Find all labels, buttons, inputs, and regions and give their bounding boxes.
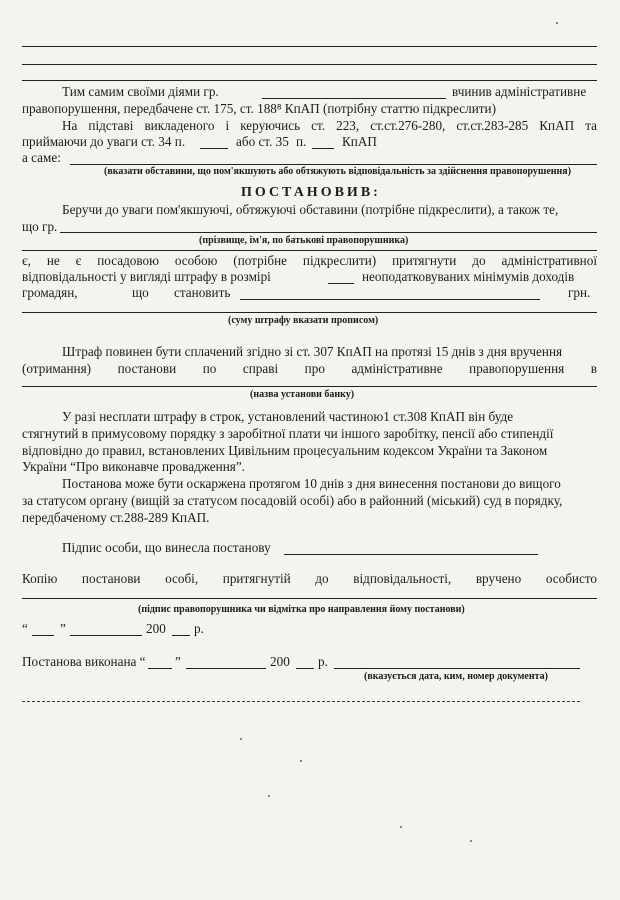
hint-doc: (вказується дата, ким, номер документа) bbox=[364, 671, 548, 682]
signature-line[interactable] bbox=[284, 554, 538, 555]
copy-date-year: 200 bbox=[146, 621, 166, 636]
offender-signature-line[interactable] bbox=[22, 598, 597, 599]
hint-amount: (суму штрафу вказати прописом) bbox=[228, 315, 379, 326]
appeal-line2: за статусом органу (вищій за статусом посадовій особі) або в районний (міський) суд в порядку, bbox=[22, 493, 563, 508]
decision-line1: Беручи до уваги пом'якшуючі, обтяжуючі обставини (потрібне підкреслити), а також те, bbox=[62, 202, 559, 217]
decision-line4-b: неоподатковуваних мінімумів доходів bbox=[362, 269, 575, 284]
bottom-dashed-rule bbox=[22, 701, 580, 702]
execution-date-year: 200 bbox=[270, 654, 290, 669]
scan-speck bbox=[300, 760, 302, 762]
enforcement-line1: У разі несплати штрафу в строк, установлений частиною1 ст.308 КпАП він буде bbox=[62, 409, 514, 424]
copy-month-field[interactable] bbox=[70, 635, 142, 636]
intro-line2: правопорушення, передбачене ст. 175, ст. 188⁸ КпАП (потрібну статтю підкреслити) bbox=[22, 101, 496, 116]
article35-point-field[interactable] bbox=[312, 148, 334, 149]
hint-name: (прізвище, ім'я, по батькові правопорушника) bbox=[199, 235, 409, 246]
fine-amount-line[interactable] bbox=[240, 299, 540, 300]
intro-line3: На підставі викладеного і керуючись ст. 223, ст.ст.276-280, ст.ст.283-285 КпАП та bbox=[62, 118, 597, 133]
blank-line-decision[interactable] bbox=[22, 250, 597, 251]
blank-line-top-2[interactable] bbox=[22, 64, 597, 65]
execution-label: Постанова виконана “ bbox=[22, 654, 146, 669]
execution-details-line[interactable] bbox=[334, 668, 580, 669]
enforcement-line3: відповідно до правил, встановлених Цивільним процесуальним кодексом України та Законом bbox=[22, 443, 548, 458]
copy-year-field[interactable] bbox=[172, 635, 190, 636]
circumstances-line[interactable] bbox=[70, 164, 597, 165]
hint-signature: (підпис правопорушника чи відмітка про направлення йому постанови) bbox=[138, 604, 465, 615]
copy-line1: Копію постанови особі, притягнутій до відповідальності, вручено особисто bbox=[22, 571, 597, 586]
hint-bank: (назва установи банку) bbox=[250, 389, 355, 400]
scan-speck bbox=[470, 840, 472, 842]
enforcement-line2: стягнутий в примусовому порядку з заробітної плати чи іншого заробітку, пенсії або стипендії bbox=[22, 426, 554, 441]
execution-year-field[interactable] bbox=[296, 668, 314, 669]
decision-line4-a: відповідальності у вигляді штрафу в розмірі bbox=[22, 269, 271, 284]
copy-date-mid: ” bbox=[60, 621, 66, 636]
decision-line5-d: грн. bbox=[568, 285, 591, 300]
payment-line2: (отримання) постанови по справі про адміністративне правопорушення в bbox=[22, 361, 597, 376]
intro-line4-d: КпАП bbox=[342, 134, 377, 149]
blank-line-top-1[interactable] bbox=[22, 46, 597, 47]
intro-line5: а саме: bbox=[22, 150, 61, 165]
scan-speck bbox=[556, 22, 558, 24]
decision-line2: що гр. bbox=[22, 219, 58, 234]
decision-line5-a: громадян, bbox=[22, 285, 78, 300]
execution-month-field[interactable] bbox=[186, 668, 266, 669]
decision-heading: ПОСТАНОВИВ: bbox=[241, 185, 381, 200]
scan-speck bbox=[268, 795, 270, 797]
scan-speck bbox=[240, 738, 242, 740]
scan-speck bbox=[400, 826, 402, 828]
execution-date-suffix: р. bbox=[318, 654, 328, 669]
copy-date-open: “ bbox=[22, 621, 28, 636]
decision-line5-c: становить bbox=[174, 285, 231, 300]
fine-words-line[interactable] bbox=[22, 312, 597, 313]
intro-line1-right: вчинив адміністративне bbox=[452, 84, 587, 99]
intro-line4-c: п. bbox=[296, 134, 307, 149]
bank-name-line[interactable] bbox=[22, 386, 597, 387]
intro-line4-b: або ст. 35 bbox=[236, 134, 289, 149]
copy-date-suffix: р. bbox=[194, 621, 204, 636]
appeal-line1: Постанова може бути оскаржена протягом 10 днів з дня винесення постанови до вищого bbox=[62, 476, 561, 491]
enforcement-line4: України “Про виконавче провадження”. bbox=[22, 459, 245, 474]
payment-line1: Штраф повинен бути сплачений згідно зі ст. 307 КпАП на протязі 15 днів з дня вручення bbox=[62, 344, 563, 359]
fine-size-field[interactable] bbox=[328, 283, 354, 284]
appeal-line3: передбаченому ст.288-289 КпАП. bbox=[22, 510, 210, 525]
offender-full-name-line[interactable] bbox=[60, 232, 597, 233]
intro-line1-left: Тим самим своїми діями гр. bbox=[62, 84, 219, 99]
execution-date-mid: ” bbox=[175, 654, 181, 669]
hint-circumstances: (вказати обставини, що пом'якшують або обтяжують відповідальність за здійснення правопорушення) bbox=[104, 166, 572, 177]
signature-label: Підпис особи, що винесла постанову bbox=[62, 540, 271, 555]
execution-day-field[interactable] bbox=[148, 668, 172, 669]
decision-line5-b: що bbox=[132, 285, 149, 300]
intro-line4-a: приймаючи до уваги ст. 34 п. bbox=[22, 134, 186, 149]
article34-point-field[interactable] bbox=[200, 148, 228, 149]
copy-day-field[interactable] bbox=[32, 635, 54, 636]
decision-line3: є, не є посадовою особою (потрібне підкреслити) притягнути до адміністративної bbox=[22, 253, 597, 268]
offender-name-line[interactable] bbox=[262, 98, 446, 99]
blank-line-top-3[interactable] bbox=[22, 80, 597, 81]
